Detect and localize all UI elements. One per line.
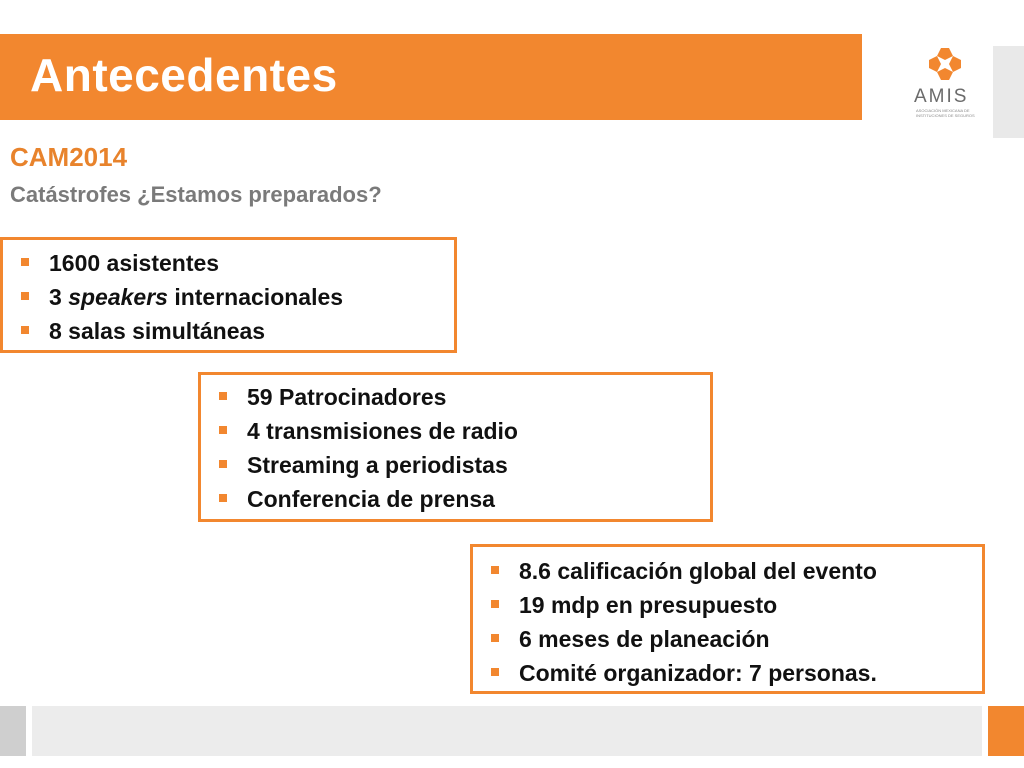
slide-title: Antecedentes [30, 49, 338, 101]
square-bullet-icon [219, 426, 227, 434]
logo-wordmark: AMIS [914, 86, 969, 107]
section-heading: CAM2014 [10, 142, 128, 172]
list-item-text: 6 meses de planeación [519, 626, 770, 652]
list-item [209, 380, 710, 414]
right-decor-stripe [993, 46, 1024, 138]
footer-decor-bar [32, 706, 982, 756]
list-item [481, 554, 982, 588]
list-item-text-post: internacionales [167, 284, 344, 310]
logo-subtitle: ASOCIACIÓN MEXICANA DE INSTITUCIONES DE SEGUROS [916, 108, 975, 118]
footer-decor-left [0, 706, 26, 756]
list-item [209, 448, 710, 482]
list-item-text: 19 mdp en presupuesto [519, 592, 778, 618]
square-bullet-icon [491, 668, 499, 676]
list-item-text: Comité organizador: 7 personas. [519, 660, 877, 686]
list-item-text: 59 Patrocinadores [247, 384, 447, 410]
bullet-list [209, 380, 710, 516]
square-bullet-icon [21, 326, 29, 334]
square-bullet-icon [219, 392, 227, 400]
square-bullet-icon [219, 494, 227, 502]
bullet-list [11, 246, 454, 348]
list-item [11, 246, 454, 280]
list-item-text-pre: 3 [49, 284, 69, 310]
square-bullet-icon [491, 600, 499, 608]
square-bullet-icon [21, 258, 29, 266]
section-subheading: Catástrofes ¿Estamos preparados? [10, 182, 382, 207]
list-item-text: Streaming a periodistas [247, 452, 508, 478]
list-item-text: Conferencia de prensa [247, 486, 495, 512]
square-bullet-icon [219, 460, 227, 468]
list-item [11, 314, 454, 348]
square-bullet-icon [21, 292, 29, 300]
stats-box-attendance [0, 237, 457, 353]
footer-decor-accent [988, 706, 1024, 756]
list-item-text: 8 salas simultáneas [49, 318, 266, 344]
list-item [481, 588, 982, 622]
list-item-text: 1600 asistentes [49, 250, 220, 276]
list-item [209, 414, 710, 448]
list-item-text: 8.6 calificación global del evento [519, 558, 877, 584]
list-item [481, 656, 982, 690]
list-item-text: 4 transmisiones de radio [247, 418, 518, 444]
square-bullet-icon [491, 634, 499, 642]
list-item [209, 482, 710, 516]
list-item [481, 622, 982, 656]
square-bullet-icon [491, 566, 499, 574]
stats-box-evaluation [470, 544, 985, 694]
list-item [11, 280, 454, 314]
title-bar [0, 34, 862, 120]
bullet-list [481, 554, 982, 690]
stats-box-media [198, 372, 713, 522]
list-item-text-emphasis: speakers [68, 284, 168, 310]
